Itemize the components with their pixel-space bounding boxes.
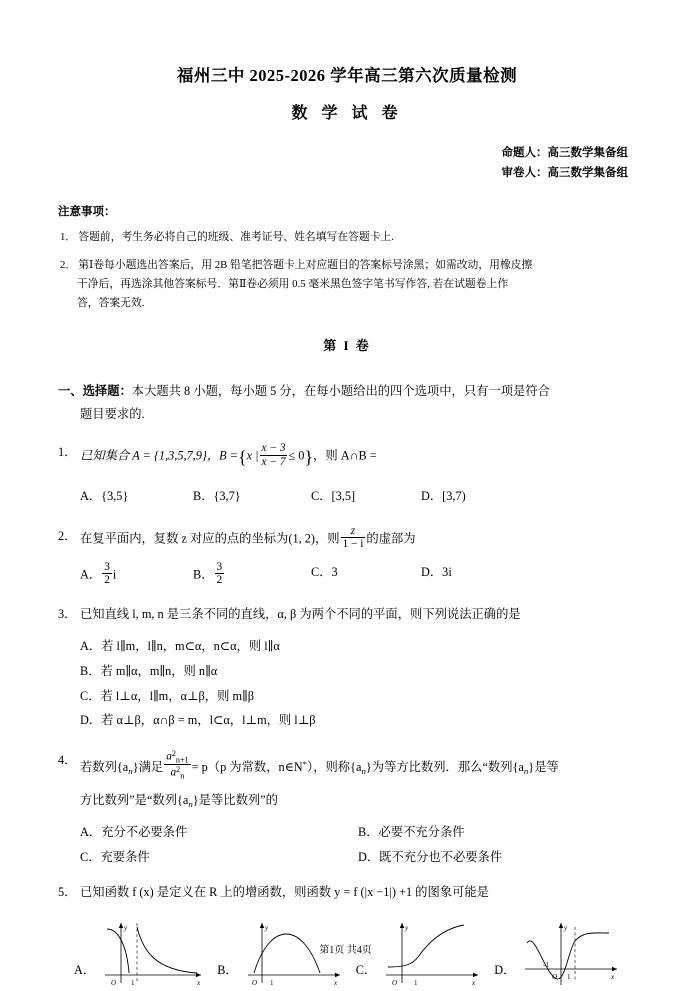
question-1-stem-pre: 已知集合 A = {1,3,5,7,9}， bbox=[80, 448, 220, 463]
question-4-frac-den bbox=[164, 765, 190, 780]
section-one-desc: 本大题共 8 小题，每小题 5 分，在每小题给出的四个选项中，只有一项是符合 bbox=[131, 383, 550, 398]
question-4-stem-eq: = p（p 为常数，n∈N bbox=[191, 759, 303, 774]
question-3-option-a[interactable]: A．若 l∥m，l∥n，m⊂α，n⊂α，则 l∥α bbox=[80, 639, 280, 654]
question-4-stem-mid: }满足 bbox=[132, 759, 164, 774]
notice-2-line-2: 干净后，再选涂其他答案标号．第Ⅱ卷必须用 0.5 毫米黑色签字笔书写作答, 若在试题卷上作 bbox=[77, 278, 509, 291]
svg-text:x: x bbox=[197, 978, 201, 987]
question-1-set-post: ≤ 0 bbox=[288, 448, 305, 463]
q4-den-base: a bbox=[170, 766, 177, 779]
page-content bbox=[58, 0, 636, 991]
question-5-option-c-label[interactable]: C． bbox=[355, 962, 377, 977]
question-3-number: 3． bbox=[58, 607, 77, 622]
question-4-stem-line2 bbox=[80, 789, 636, 813]
notice-item-1 bbox=[58, 228, 636, 247]
svg-text:y: y bbox=[405, 923, 409, 932]
question-5-option-a-label[interactable]: A． bbox=[74, 962, 96, 977]
question-3-option-b[interactable]: B．若 m∥α，m∥n，则 n∥α bbox=[80, 664, 218, 679]
question-2-option-c[interactable]: C．3 bbox=[311, 564, 338, 579]
section-one-heading bbox=[58, 380, 636, 425]
question-4-line2-a: 方比数列”是“数列{a bbox=[80, 792, 189, 807]
q4-num-sup: 2 bbox=[171, 748, 176, 758]
question-2-frac-den: 1 − i bbox=[342, 538, 364, 551]
svg-text:O: O bbox=[392, 978, 398, 987]
question-4-stem-post3: }是等 bbox=[528, 759, 559, 774]
question-3 bbox=[58, 603, 636, 733]
question-4-stem-post: ），则称{a bbox=[307, 759, 362, 774]
notice-2-line-1: 第Ⅰ卷每小题选出答案后，用 2B 铅笔把答题卡上对应题目的答案标号涂黑；如需改动，用橡皮擦 bbox=[78, 259, 533, 272]
question-1-number: 1． bbox=[58, 445, 77, 460]
question-4-options bbox=[80, 820, 636, 869]
notice-2-line-3: 答，答案无效. bbox=[77, 296, 145, 309]
question-5-option-b-label[interactable]: B． bbox=[217, 962, 238, 977]
page-subtitle: 数 学 试 卷 bbox=[291, 105, 403, 122]
notice-heading: 注意事项： bbox=[58, 206, 116, 219]
question-5-stem: 已知函数 f (x) 是定义在 R 上的增函数，则函数 y = f (|x −1|) +1 的图象可能是 bbox=[80, 885, 489, 900]
question-5-number: 5． bbox=[58, 885, 77, 900]
question-2-option-a-num: 3 bbox=[104, 560, 110, 573]
svg-text:1: 1 bbox=[269, 978, 274, 987]
question-4-sub-2: n bbox=[361, 765, 366, 776]
svg-text:y: y bbox=[124, 923, 128, 932]
question-2-option-b-label: B． bbox=[193, 567, 214, 582]
question-1-set-pre: x | bbox=[246, 448, 259, 463]
question-2-stem-pre: 在复平面内，复数 z 对应的点的坐标为(1, 2)，则 bbox=[80, 531, 340, 546]
question-2 bbox=[58, 525, 636, 588]
question-1-frac-den: x − 7 bbox=[261, 455, 286, 468]
question-2-options bbox=[80, 561, 636, 587]
question-2-option-a-den: 2 bbox=[104, 574, 110, 587]
question-4-number: 4． bbox=[58, 752, 77, 767]
question-5 bbox=[58, 881, 636, 990]
question-2-option-b-num: 3 bbox=[216, 560, 223, 573]
question-2-option-b-den: 2 bbox=[216, 574, 223, 587]
question-4-stem-post2: }为等方比数列．那么“数列{a bbox=[365, 759, 524, 774]
notice-2-number: 2． bbox=[60, 259, 77, 272]
question-1-stem-mid: B = bbox=[219, 448, 239, 463]
question-2-number: 2． bbox=[58, 528, 77, 543]
question-1-options bbox=[80, 485, 636, 508]
question-1-option-b[interactable]: B．{3,7} bbox=[193, 489, 241, 504]
page-title: 福州三中 2025-2026 学年高三第六次质量检测 bbox=[176, 66, 518, 85]
q4-num-sub: n+1 bbox=[175, 755, 189, 765]
question-4-line2-b: }是等比数列”的 bbox=[192, 792, 278, 807]
question-3-option-d[interactable]: D．若 α⊥β，α∩β = m，l⊂α，l⊥m，则 l⊥β bbox=[80, 713, 316, 728]
question-3-option-c[interactable]: C．若 l⊥α，l∥m，α⊥β，则 m∥β bbox=[80, 688, 254, 703]
svg-text:y: y bbox=[264, 923, 268, 932]
question-1-option-c[interactable]: C．[3,5] bbox=[311, 489, 356, 504]
svg-text:1: 1 bbox=[414, 978, 418, 987]
question-3-options bbox=[80, 634, 636, 732]
brace-open: { bbox=[238, 447, 247, 468]
question-4-option-b[interactable]: B．必要不充分条件 bbox=[358, 825, 465, 840]
question-2-option-a[interactable] bbox=[80, 561, 193, 587]
question-2-option-b[interactable] bbox=[193, 561, 311, 587]
question-1-frac-num: x − 3 bbox=[261, 442, 286, 455]
question-1 bbox=[58, 441, 636, 508]
question-2-option-b-fraction bbox=[215, 561, 225, 587]
svg-text:1: 1 bbox=[567, 972, 571, 981]
notice-item-2 bbox=[58, 256, 636, 313]
exam-meta bbox=[58, 143, 636, 183]
question-4-frac-num bbox=[164, 749, 190, 765]
q4-den-sub: n bbox=[180, 771, 185, 781]
svg-text:x: x bbox=[472, 978, 476, 987]
brace-close: } bbox=[304, 447, 314, 468]
question-1-fraction bbox=[260, 442, 288, 468]
question-4-stem-sub: n bbox=[128, 765, 133, 776]
question-2-stem-post: 的虚部为 bbox=[366, 531, 416, 546]
question-5-option-d-label[interactable]: D． bbox=[494, 962, 516, 977]
question-2-fraction bbox=[341, 525, 366, 551]
svg-text:O: O bbox=[251, 978, 257, 987]
svg-text:O: O bbox=[552, 972, 558, 981]
question-4-sub-4: n bbox=[188, 798, 193, 809]
question-4-stem-pre: 若数列{a bbox=[80, 759, 129, 774]
question-4-stem bbox=[80, 749, 636, 812]
svg-text:x: x bbox=[611, 972, 615, 981]
question-3-stem: 已知直线 l, m, n 是三条不同的直线，α, β 为两个不同的平面，则下列说法正确的是 bbox=[80, 607, 521, 622]
notice-1-number: 1． bbox=[60, 231, 77, 244]
section-one-desc-2: 题目要求的. bbox=[80, 406, 145, 421]
svg-text:-1: -1 bbox=[543, 960, 550, 969]
paper-part-heading: 第 I 卷 bbox=[323, 337, 371, 353]
question-2-frac-num: z bbox=[341, 525, 366, 539]
question-2-option-a-label: A． bbox=[80, 567, 102, 582]
question-2-stem bbox=[80, 525, 636, 551]
svg-text:O: O bbox=[111, 978, 117, 987]
question-2-option-a-suffix: i bbox=[112, 567, 117, 582]
meta-line-1: 命题人：高三数学集备组 bbox=[501, 147, 628, 159]
svg-text:x: x bbox=[333, 978, 337, 987]
question-2-option-a-fraction bbox=[102, 561, 112, 587]
meta-line-2: 审卷人：高三数学集备组 bbox=[501, 167, 628, 180]
question-4-option-c[interactable]: C．充要条件 bbox=[80, 849, 150, 864]
svg-text:y: y bbox=[564, 923, 568, 932]
question-4-option-d[interactable]: D．既不充分也不必要条件 bbox=[358, 849, 503, 864]
question-1-option-a[interactable]: A．{3,5} bbox=[80, 489, 129, 504]
question-4-option-a[interactable]: A．充分不必要条件 bbox=[80, 825, 188, 840]
notice-1-text: 答题前，考生务必将自己的班级、准考证号、姓名填写在答题卡上. bbox=[78, 231, 395, 244]
svg-text:1: 1 bbox=[131, 978, 135, 987]
section-one-label: 一、选择题： bbox=[58, 383, 132, 398]
question-4 bbox=[58, 749, 636, 870]
page-footer: 第1页 共4页 bbox=[319, 945, 372, 956]
q4-den-sup: 2 bbox=[176, 765, 181, 775]
question-1-stem-post: ，则 A∩B = bbox=[313, 448, 377, 463]
q4-num-base: a bbox=[166, 750, 172, 763]
question-2-option-d[interactable]: D．3i bbox=[421, 564, 452, 579]
question-1-stem bbox=[80, 441, 636, 475]
question-4-stem-sup: * bbox=[302, 758, 308, 769]
question-4-fraction bbox=[164, 749, 190, 781]
question-4-sub-3: n bbox=[523, 765, 529, 776]
question-1-option-d[interactable]: D．[3,7) bbox=[421, 489, 466, 504]
